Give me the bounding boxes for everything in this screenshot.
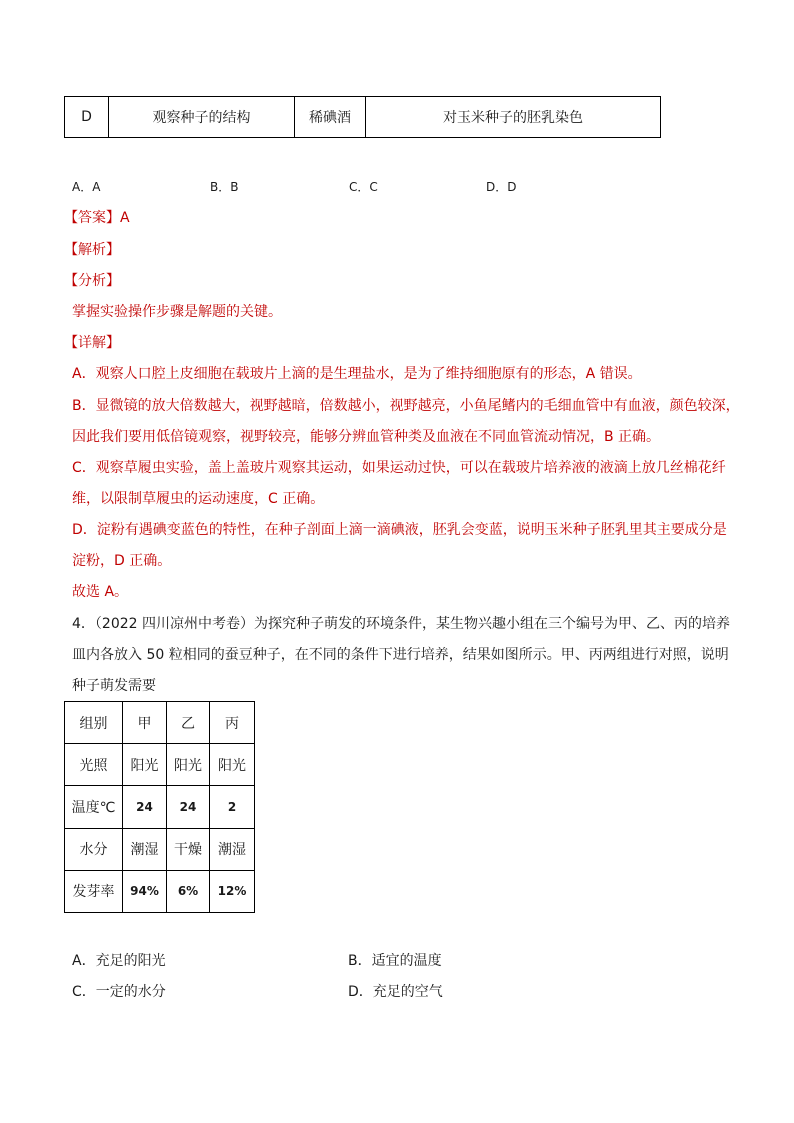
detail-a: A．观察人口腔上皮细胞在载玻片上滴的是生理盐水，是为了维持细胞原有的形态，A 错误。 [72, 366, 642, 382]
header-group: 组别 [65, 702, 123, 744]
q4-stem-line1: 4．（2022 四川凉州中考卷）为探究种子萌发的环境条件，某生物兴趣小组在三个编号为甲、乙、丙的培养 [72, 616, 730, 632]
table-cell: 6% [167, 870, 210, 912]
q4-option-d: D．充足的空气 [348, 984, 443, 1000]
conclusion: 故选 A。 [72, 584, 129, 600]
header-yi: 乙 [167, 702, 210, 744]
table-cell: 潮湿 [210, 828, 255, 870]
table-cell: 干燥 [167, 828, 210, 870]
option-d: D．D [486, 180, 517, 194]
table-cell: 2 [210, 786, 255, 828]
q4-stem-line3: 种子萌发需要 [72, 678, 156, 694]
table-row [65, 786, 255, 828]
detail-label: 【详解】 [64, 335, 120, 351]
option-a: A．A [72, 180, 101, 194]
header-jia: 甲 [123, 702, 167, 744]
row-letter: D [65, 97, 109, 138]
table-cell: 阳光 [167, 744, 210, 786]
answer-line [64, 208, 130, 228]
row-label: 发芽率 [65, 870, 123, 912]
q4-option-c: C．一定的水分 [72, 984, 166, 1000]
q4-stem-line2: 皿内各放入 50 粒相同的蚕豆种子，在不同的条件下进行培养，结果如图所示。甲、丙两组进行对照，说明 [72, 647, 729, 663]
row-label: 温度℃ [65, 786, 123, 828]
row-label: 水分 [65, 828, 123, 870]
table-cell: 潮湿 [123, 828, 167, 870]
experiment-purpose: 对玉米种子的胚乳染色 [366, 97, 661, 138]
answer-label: 【答案】 [64, 210, 120, 226]
detail-d-line1: D．淀粉有遇碘变蓝色的特性，在种子剖面上滴一滴碘液，胚乳会变蓝，说明玉米种子胚乳里其主要成分是 [72, 522, 727, 538]
fenxi-text: 掌握实验操作步骤是解题的关键。 [72, 304, 282, 320]
experiment-table [64, 96, 661, 138]
reagent-name: 稀碘酒 [295, 97, 366, 138]
table-cell: 24 [123, 786, 167, 828]
option-b: B．B [210, 180, 239, 194]
table-cell: 阳光 [123, 744, 167, 786]
germination-table [64, 701, 255, 913]
table-row [65, 744, 255, 786]
analysis-label: 【解析】 [64, 242, 120, 258]
row-label: 光照 [65, 744, 123, 786]
header-bing: 丙 [210, 702, 255, 744]
detail-b-line1: B．显微镜的放大倍数越大，视野越暗，倍数越小，视野越亮，小鱼尾鳍内的毛细血管中有血液，颜色较深， [72, 398, 740, 414]
table-cell: 阳光 [210, 744, 255, 786]
detail-c-line1: C．观察草履虫实验，盖上盖玻片观察其运动，如果运动过快，可以在载玻片培养液的液滴上放几丝棉花纤 [72, 460, 726, 476]
table-row [65, 870, 255, 912]
detail-c-line2: 维，以限制草履虫的运动速度，C 正确。 [72, 491, 325, 507]
table-row [65, 97, 661, 138]
table-cell: 24 [167, 786, 210, 828]
q4-option-b: B．适宜的温度 [348, 953, 442, 969]
table-header-row [65, 702, 255, 744]
answer-value: A [120, 210, 130, 226]
detail-d-line2: 淀粉，D 正确。 [72, 553, 172, 569]
fenxi-label: 【分析】 [64, 273, 120, 289]
table-row [65, 828, 255, 870]
table-cell: 12% [210, 870, 255, 912]
q3-options [72, 178, 592, 198]
option-c: C．C [349, 180, 378, 194]
q4-option-a: A．充足的阳光 [72, 953, 166, 969]
table-cell: 94% [123, 870, 167, 912]
experiment-name: 观察种子的结构 [109, 97, 295, 138]
detail-b-line2: 因此我们要用低倍镜观察，视野较亮，能够分辨血管种类及血液在不同血管流动情况，B 正确。 [72, 429, 661, 445]
